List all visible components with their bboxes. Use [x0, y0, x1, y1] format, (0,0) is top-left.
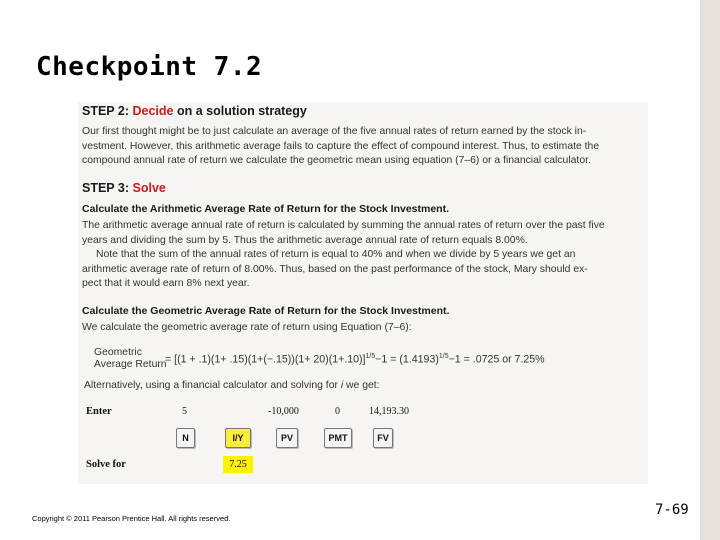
- geo-heading: Calculate the Geometric Average Rate of Return for the Stock Investment.: [82, 305, 450, 317]
- arith-line-3: Note that the sum of the annual rates of return is equal to 40% and when we divide by 5 years we get an: [96, 249, 576, 261]
- calc-key-n[interactable]: N: [176, 428, 195, 448]
- calc-enter-label: Enter: [86, 406, 112, 417]
- step2-paragraph: [82, 125, 644, 169]
- alt-text-variable: i: [340, 380, 344, 391]
- geo-equation: [165, 353, 545, 366]
- step2-highlight: Decide: [132, 104, 174, 118]
- slide-number: 7-69: [655, 502, 689, 518]
- calc-result: 7.25: [223, 456, 253, 473]
- calc-key-fv[interactable]: FV: [373, 428, 393, 448]
- calc-value-pv: -10,000: [268, 406, 299, 417]
- step2-rest: on a solution strategy: [173, 104, 307, 118]
- arith-paragraph: [82, 219, 644, 292]
- step2-line-2: vestment. However, this arithmetic average fails to capture the effect of compound interest. Thus, to estimate the: [82, 140, 600, 152]
- geo-label-line-1: Geometric: [94, 347, 142, 358]
- step2-label: STEP 2:: [82, 104, 130, 118]
- alt-text-a: Alternatively, using a financial calculator and solving for: [84, 380, 341, 391]
- calc-key-iy[interactable]: I/Y: [225, 428, 251, 448]
- step2-heading: [82, 104, 307, 118]
- step3-label: STEP 3:: [82, 181, 130, 195]
- geo-equation-label: [94, 347, 167, 371]
- geo-eq-exponent-2: 1/5: [438, 353, 449, 360]
- step2-line-3: compound annual rate of return we calculate the geometric mean using equation (7–6) or a financial calculator.: [82, 155, 591, 167]
- slide-side-bar: [700, 0, 720, 540]
- arith-heading: Calculate the Arithmetic Average Rate of Return for the Stock Investment.: [82, 203, 449, 215]
- geo-eq-exponent-1: 1/5: [365, 353, 376, 360]
- step2-line-1: Our first thought might be to just calculate an average of the five annual rates of return earned by the stock in-: [82, 126, 587, 137]
- calc-value-pmt: 0: [335, 406, 340, 417]
- calc-value-n: 5: [182, 406, 187, 417]
- geo-intro: We calculate the geometric average rate of return using Equation (7–6):: [82, 322, 412, 333]
- alternative-text: [84, 380, 380, 391]
- arith-line-4: arithmetic average rate of return of 8.00%. Thus, based on the past performance of the stock, Mary should ex-: [82, 263, 588, 275]
- geo-eq-part-a: = [(1 + .1)(1+ .15)(1+(−.15))(1+ 20)(1+.10)]: [165, 353, 366, 366]
- arith-line-5: pect that it would earn 8% next year.: [82, 278, 250, 290]
- slide-title: Checkpoint 7.2: [36, 52, 263, 82]
- alt-text-b: we get:: [343, 380, 380, 391]
- geo-eq-part-b: −1 = (1.4193): [375, 353, 439, 366]
- calc-key-pmt[interactable]: PMT: [324, 428, 352, 448]
- calc-solve-label: Solve for: [86, 459, 126, 470]
- geo-label-line-2: Average Return: [94, 359, 167, 370]
- step3-highlight: Solve: [132, 181, 166, 195]
- arith-line-1: The arithmetic average annual rate of return is calculated by summing the annual rates of return over the past five: [82, 220, 605, 231]
- calc-key-pv[interactable]: PV: [276, 428, 298, 448]
- geo-eq-part-c: −1 = .0725 or 7.25%: [448, 353, 545, 366]
- calc-value-fv: 14,193.30: [369, 406, 409, 417]
- arith-line-2: years and dividing the sum by 5. Thus the arithmetic average annual rate of return equals 8.00%.: [82, 234, 528, 246]
- copyright-notice: Copyright © 2011 Pearson Prentice Hall. All rights reserved.: [32, 514, 231, 523]
- step3-heading: [82, 181, 166, 195]
